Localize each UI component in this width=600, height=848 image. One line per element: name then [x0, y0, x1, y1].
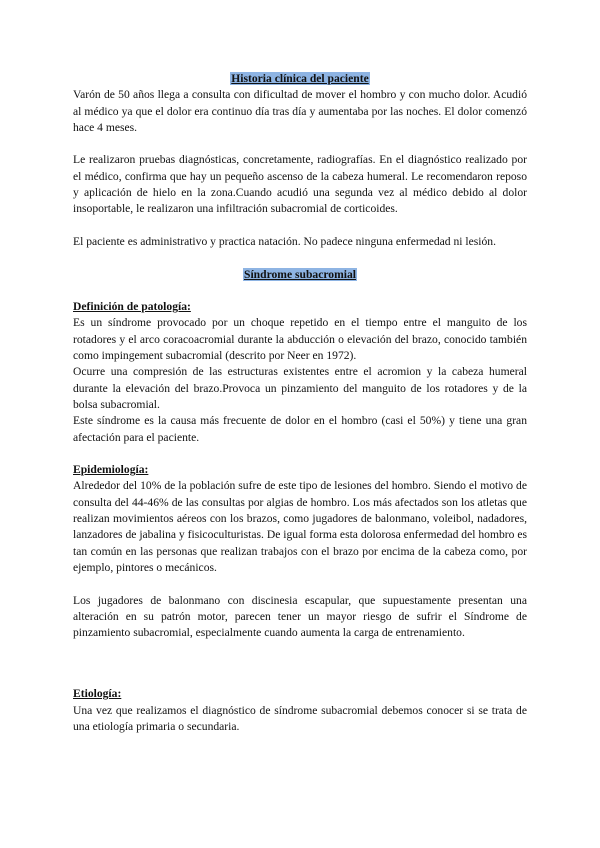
definition-paragraph-2: Ocurre una compresión de las estructuras existentes entre el acromion y la cabeza humeral durante la elevación del brazo.Provoca un pinzamiento del manguito de los rotadores y de la bolsa subacromial.	[73, 365, 527, 411]
document-content	[73, 71, 527, 735]
document-title-line	[73, 71, 527, 87]
epidemiology-heading-line	[73, 462, 527, 478]
spacer	[73, 446, 527, 462]
section-title-line	[73, 267, 527, 283]
spacer	[73, 283, 527, 299]
definition-heading: Definición de patología:	[73, 300, 191, 314]
case-paragraph-1: Varón de 50 años llega a consulta con dificultad de mover el hombro y con mucho dolor. Acudió al médico ya que el dolor era continuo día tras día y aumentaba por las noches. El dolor comenzó hace 4 meses.	[73, 88, 527, 134]
definition-paragraph-1: Es un síndrome provocado por un choque repetido en el tiempo entre el manguito de los rotadores y el arco coracoacromial durante la abducción o elevación del brazo, conocido también como impingement subacromial (descrito por Neer en 1972).	[73, 316, 527, 363]
definition-paragraph-3: Este síndrome es la causa más frecuente de dolor en el hombro (casi el 50%) y tiene una gran afectación para el paciente.	[73, 414, 527, 444]
case-paragraph-2: Le realizaron pruebas diagnósticas, concretamente, radiografías. En el diagnóstico realizado por el médico, confirma que hay un pequeño ascenso de la cabeza humeral. Le recomendaron reposo y aplicación de hielo en la zona.Cuando acudió una segunda vez al médico debido al dolor insoportable, le realizaron una infiltración subacromial de corticoides.	[73, 153, 527, 216]
etiology-heading-line	[73, 686, 527, 702]
section-title: Síndrome subacromial	[244, 267, 356, 281]
spacer	[73, 218, 527, 234]
epidemiology-paragraph-2: Los jugadores de balonmano con discinesia escapular, que supuestamente presentan una alteración en su patrón motor, parecen tener un mayor riesgo de sufrir el Síndrome de pinzamiento subacromial, especialmente cuando aumenta la carga de entrenamiento.	[73, 593, 527, 640]
spacer	[73, 250, 527, 266]
document-title: Historia clínica del paciente	[231, 72, 369, 85]
definition-heading-line	[73, 299, 527, 315]
epidemiology-paragraph-1: Alrededor del 10% de la población sufre de este tipo de lesiones del hombro. Siendo el motivo de consulta del 44-46% de las consultas por algias de hombro. Los más afectados son los atletas que realizan movimientos aéreos con los brazos, como jugadores de balonmano, voleibol, nadadores, lanzadores de jabalina y fisicoculturistas. De igual forma esta dolorosa enfermedad del hombro es tan común en las personas que realizan trabajos con el brazo por encima de la cabeza como, por ejemplo, pintores o mecánicos.	[73, 479, 527, 574]
epidemiology-heading: Epidemiología:	[73, 463, 149, 477]
etiology-heading: Etiología:	[73, 687, 122, 701]
spacer	[73, 641, 527, 686]
case-paragraph-3: El paciente es administrativo y practica natación. No padece ninguna enfermedad ni lesión.	[73, 234, 497, 248]
spacer	[73, 576, 527, 592]
spacer	[73, 136, 527, 152]
etiology-paragraph-1: Una vez que realizamos el diagnóstico de síndrome subacromial debemos conocer si se trata de una etiología primaria o secundaria.	[73, 703, 527, 733]
